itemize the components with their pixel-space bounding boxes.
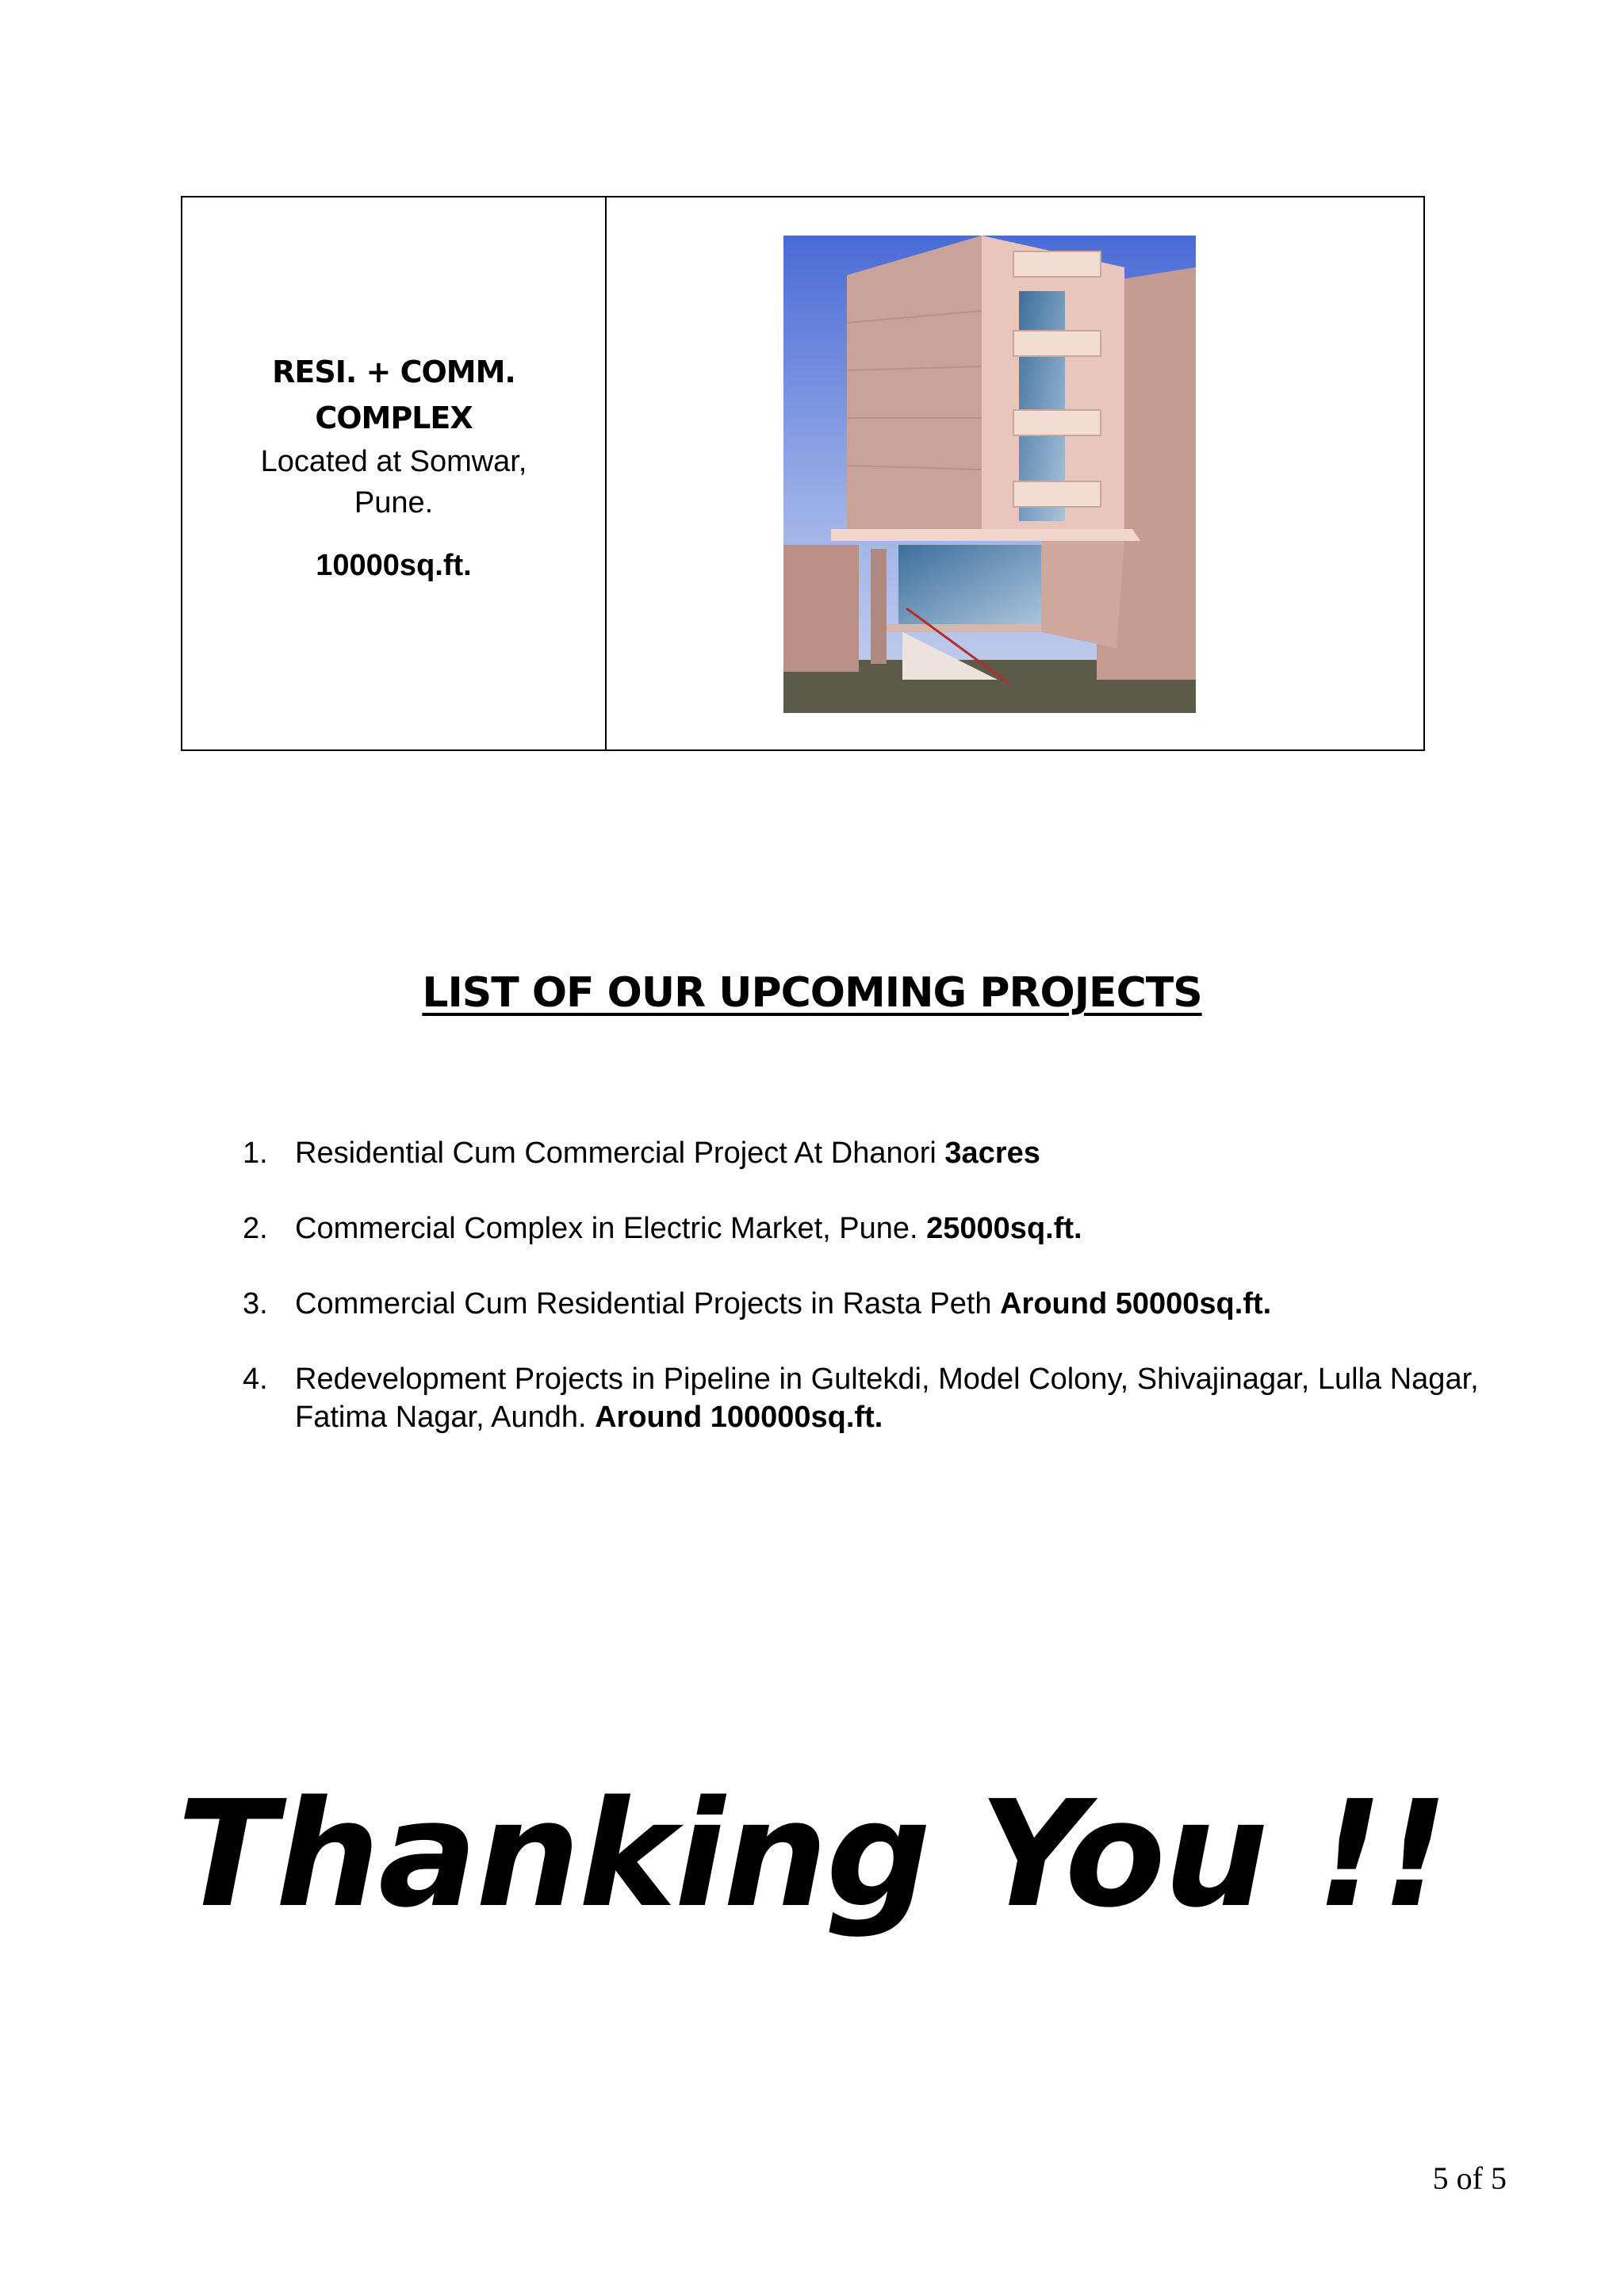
list-item: 2. Commercial Complex in Electric Market, Pune. 25000sq.ft. (243, 1212, 1082, 1245)
list-item: 3. Commercial Cum Residential Projects in Rasta Peth Around 50000sq.ft. (243, 1287, 1272, 1320)
project-title-line2: COMPLEX (315, 400, 473, 435)
building-rendering-image (783, 236, 1196, 713)
list-item: 1. Residential Cum Commercial Project At Dhanori 3acres (243, 1137, 1040, 1170)
upcoming-projects-heading: LIST OF OUR UPCOMING PROJECTS (422, 969, 1202, 1017)
project-location-line2: Pune. (354, 485, 434, 519)
upcoming-projects-list (243, 1134, 1511, 1474)
list-item: 4. Redevelopment Projects in Pipeline in Gultekdi, Model Colony, Shivajinagar, Lulla Nagar, Fatima Nagar, Aundh. Around 100000sq.ft. (243, 1363, 1479, 1434)
page-number: 5 of 5 (1432, 2160, 1507, 2196)
project-info-cell (182, 197, 607, 749)
thanking-you-text: Thanking You !! (177, 1769, 1447, 1940)
project-image-cell (607, 197, 1423, 749)
project-location-line1: Located at Somwar, (260, 444, 527, 478)
project-title-line1: RESI. + COMM. (272, 354, 515, 389)
project-table (181, 196, 1425, 751)
project-area: 10000sq.ft. (316, 548, 472, 582)
